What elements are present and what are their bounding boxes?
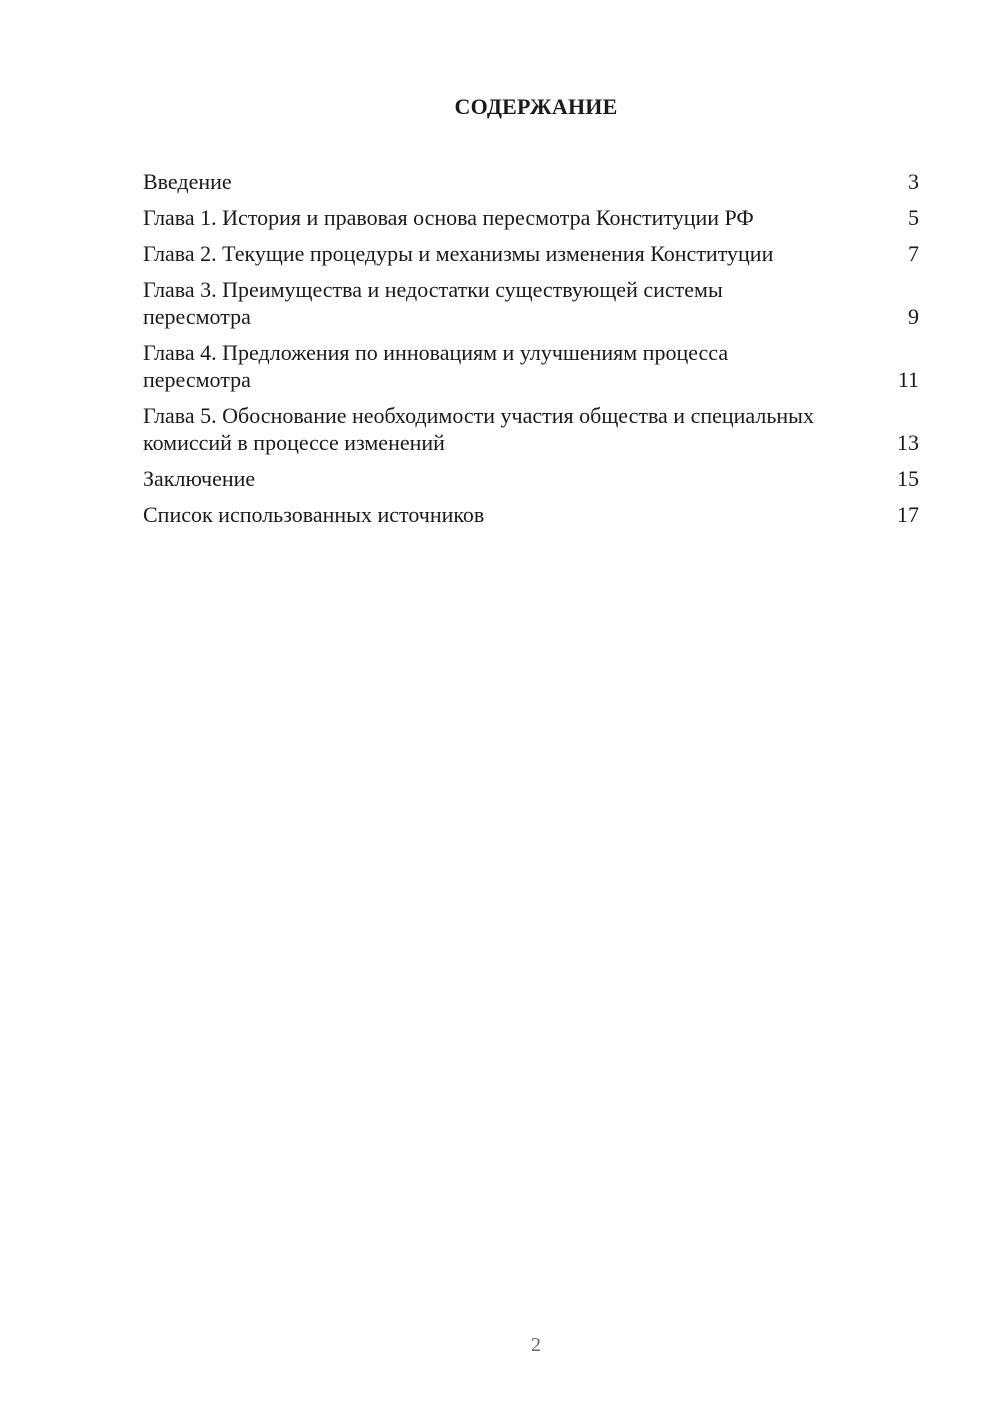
toc-entry-text: Глава 3. Преимущества и недостатки существующей системы пересмотра	[143, 277, 723, 329]
toc-entry-text: Глава 2. Текущие процедуры и механизмы изменения Конституции	[143, 241, 774, 266]
toc-entry-text: Список использованных источников	[143, 502, 485, 527]
toc-entry-chapter-3	[143, 276, 919, 330]
toc-entry-page: 7	[908, 241, 919, 266]
toc-title: СОДЕРЖАНИЕ	[454, 94, 618, 119]
toc-entry-chapter-2	[143, 240, 919, 267]
toc-entry-page: 15	[897, 466, 919, 491]
toc-entry-page: 9	[908, 304, 919, 329]
toc-entry-text: Глава 5. Обоснование необходимости участия общества и специальных комиссий в процессе изменений	[143, 403, 814, 455]
toc-entry-references	[143, 501, 919, 528]
toc-entry-page: 3	[908, 169, 919, 194]
toc-entry-chapter-5	[143, 402, 919, 456]
toc-entry-text: Заключение	[143, 466, 256, 491]
toc-entry-page: 5	[908, 205, 919, 230]
toc-entry-chapter-4	[143, 339, 919, 393]
toc-entry-conclusion	[143, 465, 919, 492]
toc-entry-text: Глава 4. Предложения по инновациям и улучшениям процесса пересмотра	[143, 340, 729, 392]
toc-entry-text: Введение	[143, 169, 232, 194]
toc-entry-page: 11	[897, 367, 919, 392]
toc-entry-introduction	[143, 168, 919, 195]
toc-entry-chapter-1	[143, 204, 919, 231]
toc-entry-page: 17	[897, 502, 919, 527]
page-number: 2	[531, 1334, 541, 1356]
table-of-contents	[143, 168, 919, 537]
toc-entry-page: 13	[897, 430, 919, 455]
toc-entry-text: Глава 1. История и правовая основа пересмотра Конституции РФ	[143, 205, 754, 230]
